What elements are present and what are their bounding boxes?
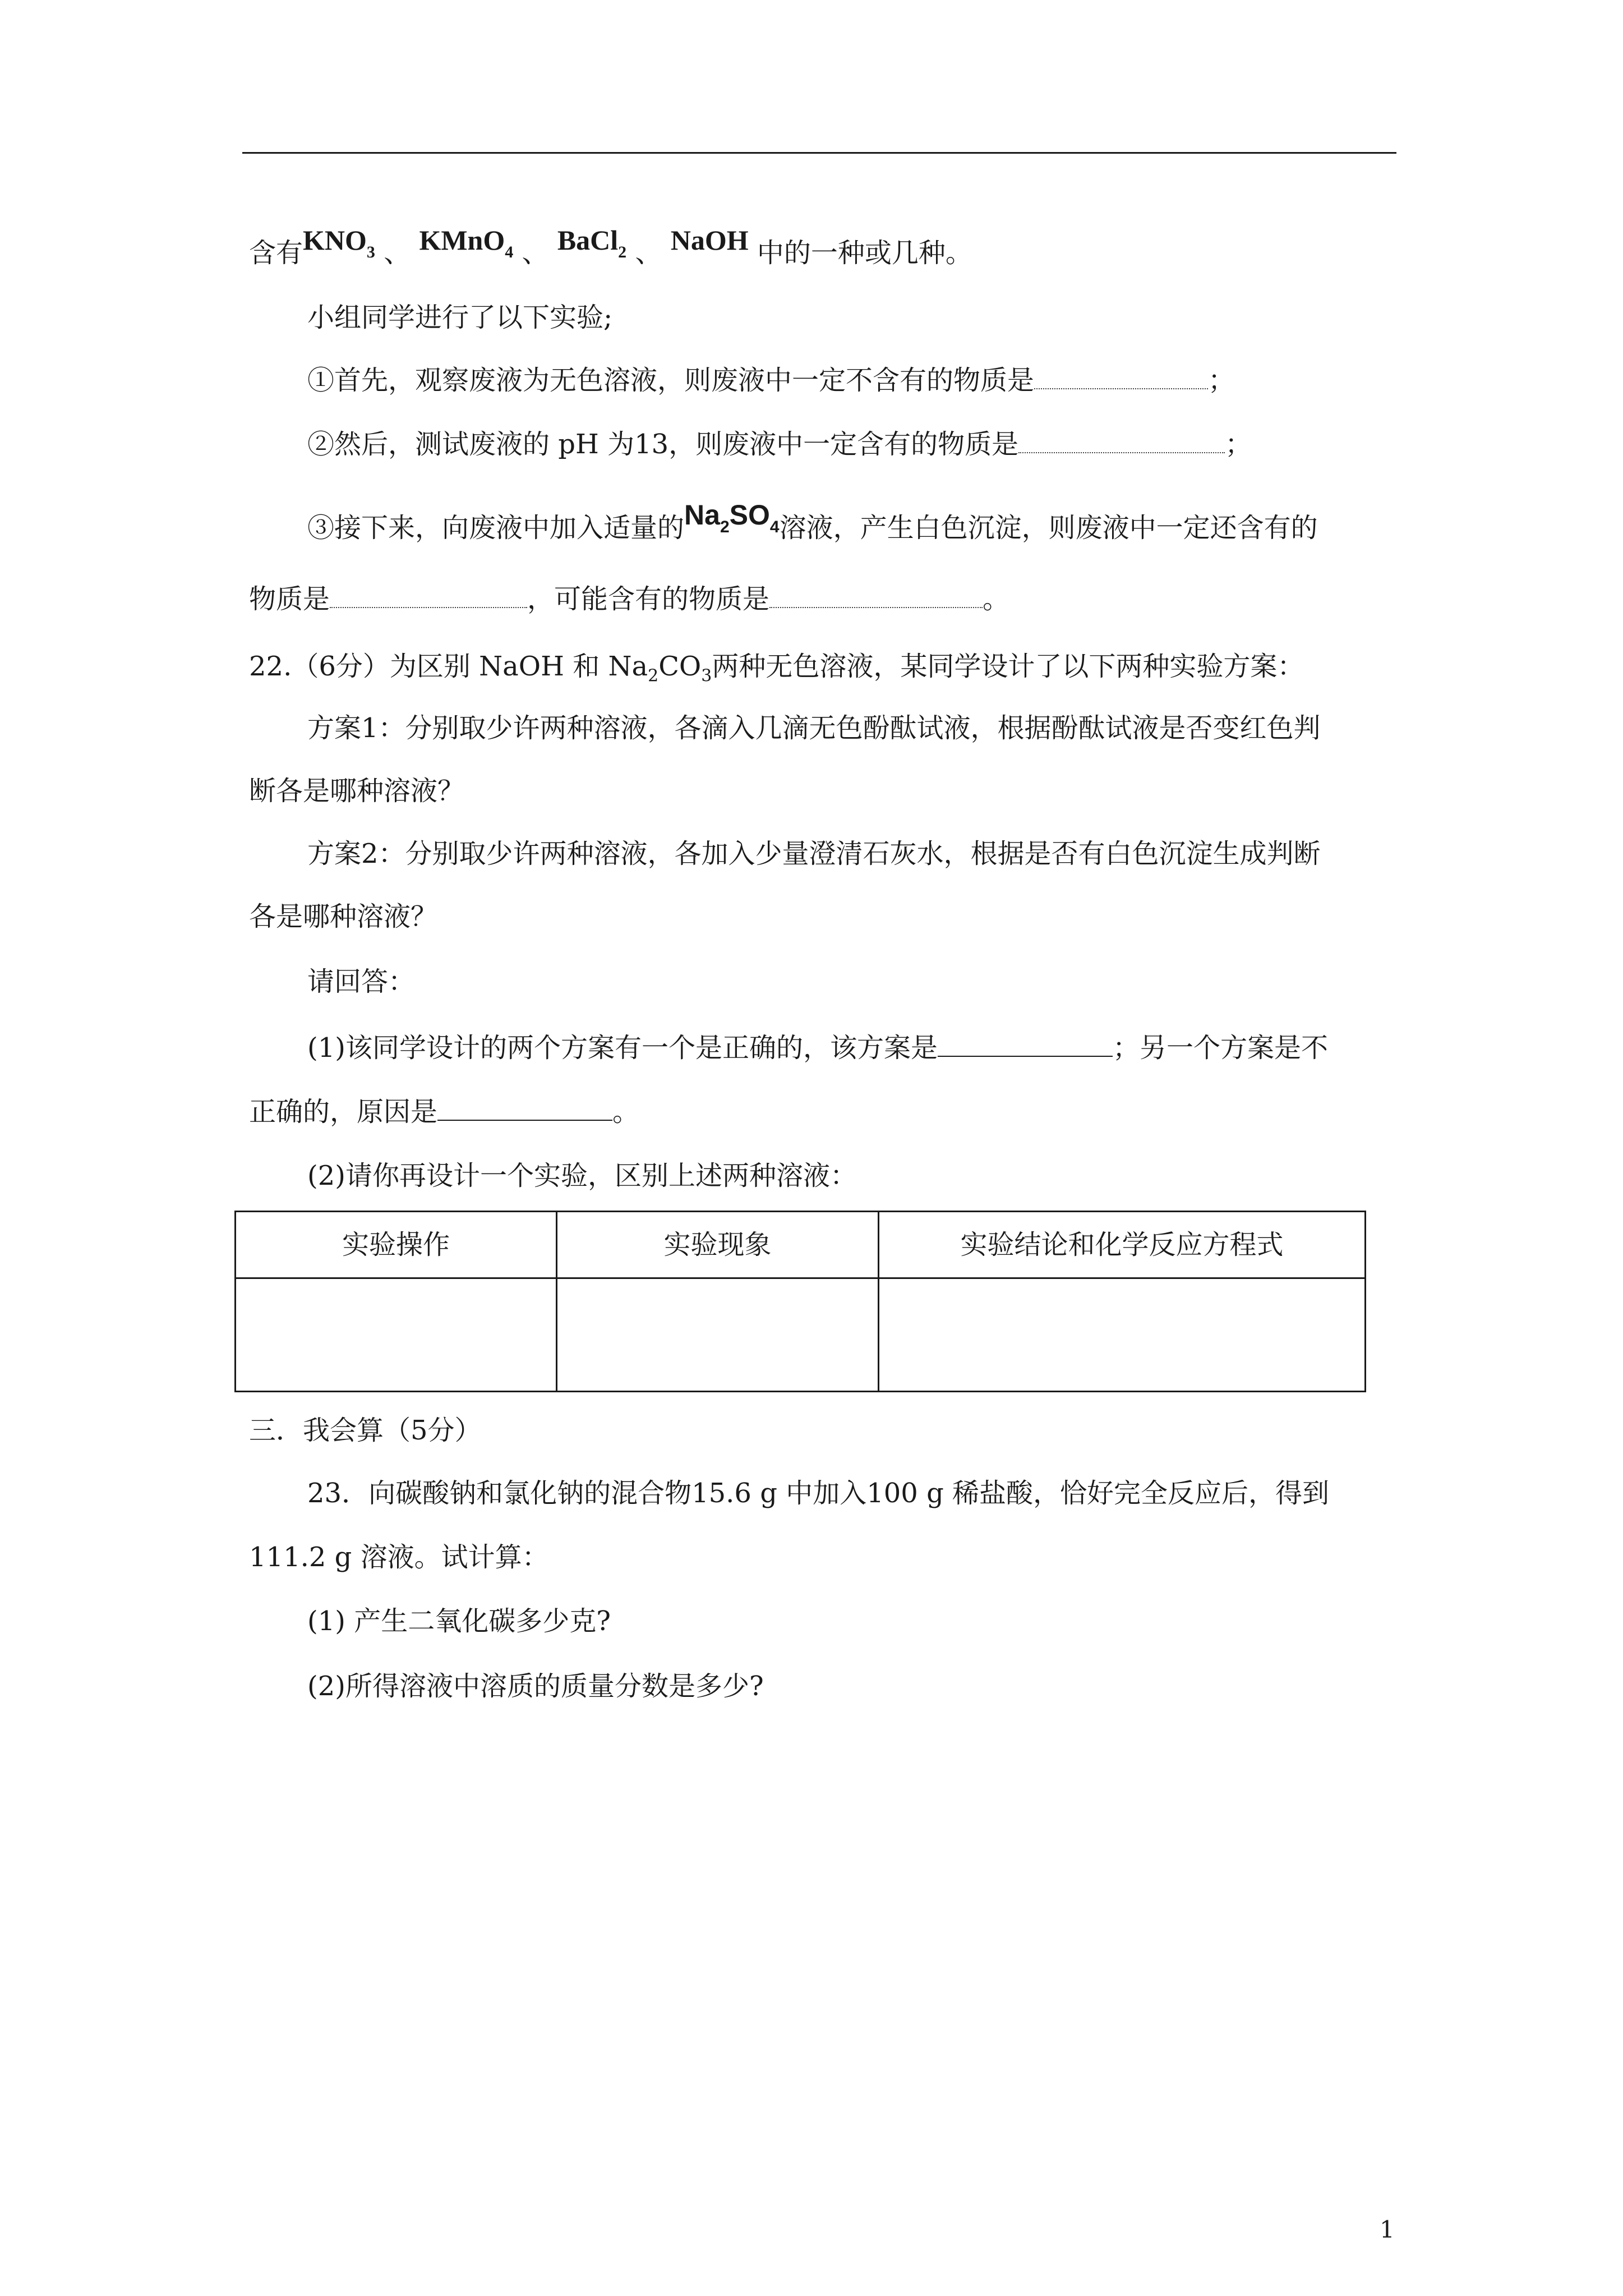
question-23-sub-2: (2)所得溶液中溶质的质量分数是多少? (307, 1671, 764, 1702)
sub-question-2: (2)请你再设计一个实验，区别上述两种溶液： (307, 1160, 857, 1191)
formula-kmno4: KMnO$_4$ (419, 224, 514, 261)
sub-question-1: (1)该同学设计的两个方案有一个是正确的，该方案是 ；另一个方案是不 (307, 1032, 1329, 1064)
section-3-heading: 三．我会算（5分） (249, 1415, 482, 1446)
plan-2-line-2: 各是哪种溶液？ (249, 901, 438, 932)
question-23-line-1: 23．向碳酸钠和氯化钠的混合物15.6 g 中加入100 g 稀盐酸，恰好完全反应后，得到 (307, 1478, 1330, 1509)
answer-prompt: 请回答： (307, 966, 416, 997)
answer-blank[interactable] (938, 1031, 1113, 1057)
answer-blank[interactable] (1034, 364, 1208, 389)
table-header: 实验结论和化学反应方程式 (960, 1229, 1284, 1260)
formula-na2so4: $Na_2SO_4$ (684, 499, 780, 536)
header-rule (242, 152, 1396, 154)
plan-2-line-1: 方案2：分别取少许两种溶液，各加入少量澄清石灰水，根据是否有白色沉淀生成判断 (307, 838, 1321, 869)
question-step-2: ②然后，测试废液的 pH 为13，则废液中一定含有的物质是 ； (307, 429, 1252, 460)
formula-kno3: $KNO_3$ (303, 224, 375, 261)
answer-blank[interactable] (1018, 427, 1225, 453)
formula-bacl2: BaCl$_2$ (557, 224, 627, 261)
plan-1-line-2: 断各是哪种溶液？ (249, 775, 465, 807)
page-number: 1 (1380, 2216, 1395, 2243)
table-cell[interactable] (236, 1279, 556, 1391)
intro-line: 含有$KNO_3$ 、 KMnO$_4$ 、 BaCl$_2$ 、 NaOH 中的一种或几种。 (249, 224, 972, 269)
question-step-3: ③接下来，向废液中加入适量的$Na_2SO_4$溶液，产生白色沉淀，则废液中一定还含有的 (307, 499, 1318, 544)
question-23-line-2: 111.2 g 溶液。试计算： (249, 1542, 549, 1573)
table-cell[interactable] (557, 1279, 878, 1391)
answer-blank[interactable] (437, 1095, 612, 1121)
answer-blank[interactable] (769, 582, 983, 608)
experiment-intro: 小组同学进行了以下实验; (307, 302, 613, 333)
experiment-table (234, 1211, 1366, 1392)
table-header: 实验操作 (342, 1229, 450, 1260)
answer-blank[interactable] (330, 582, 527, 608)
question-step-1: ①首先，观察废液为无色溶液，则废液中一定不含有的物质是 ； (307, 365, 1235, 396)
sub-question-1-cont: 正确的，原因是 。 (249, 1096, 640, 1128)
formula-naoh: NaOH (670, 224, 749, 256)
table-cell[interactable] (879, 1279, 1364, 1391)
table-header: 实验现象 (663, 1229, 772, 1260)
question-23-sub-1: (1) 产生二氧化碳多少克? (307, 1605, 611, 1637)
question-22-title: 22.（6分）为区别 NaOH 和 $Na_2CO_3$两种无色溶液，某同学设计了以下两种实验方案： (249, 651, 1304, 686)
plan-1-line-1: 方案1：分别取少许两种溶液，各滴入几滴无色酚酞试液，根据酚酞试液是否变红色判 (307, 712, 1321, 744)
question-step-3-cont: 物质是 ，可能含有的物质是 。 (249, 583, 1010, 615)
